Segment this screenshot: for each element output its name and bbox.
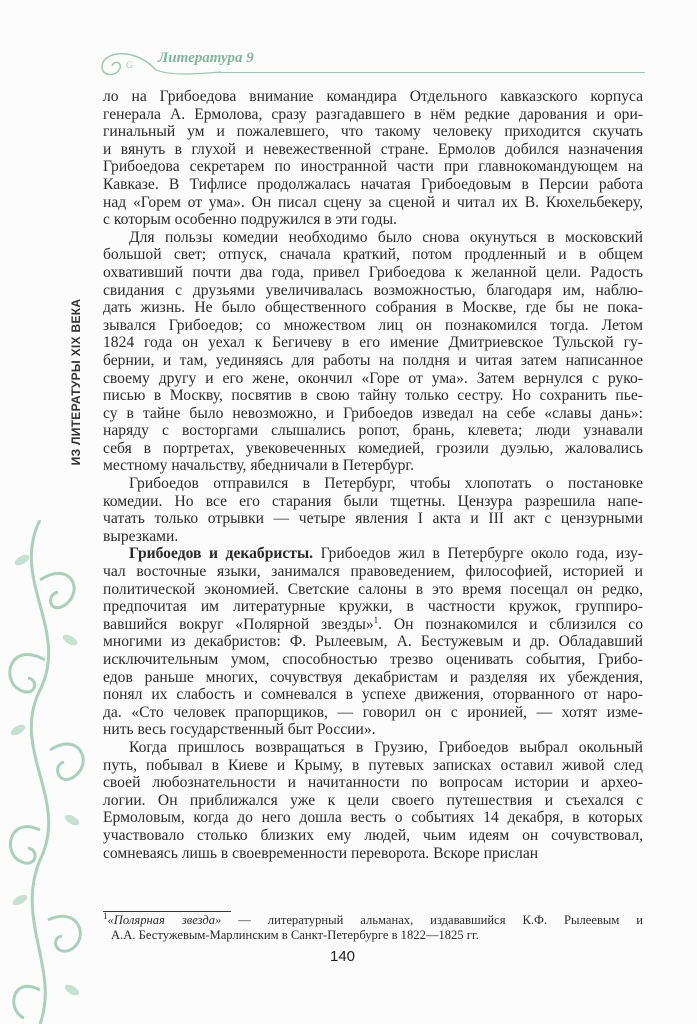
paragraph: [103, 545, 643, 739]
text-line: своей любознательности и начитанности по вопросам истории и архео-: [103, 774, 643, 792]
text-line: гинальный ум и пожалевшего, что такому человеку приходится скучать: [103, 123, 643, 141]
paragraph: [103, 88, 643, 229]
text-line: наряду с восторгами слышались ропот, брань, клевета; люди узнавали: [103, 422, 643, 440]
book-title: Литература 9: [158, 50, 254, 66]
text-line: дать жизнь. Не было общественного собрания в Москве, где бы не пока-: [103, 299, 643, 317]
text-line-content: вавшийся вокруг «Полярной звезды»: [103, 615, 374, 633]
section-heading: Грибоедов и декабристы.: [129, 545, 314, 563]
text-line: Грибоедов отправился в Петербург, чтобы хлопотать о постановке: [129, 475, 643, 493]
body-text: [103, 88, 643, 862]
text-line: ло на Грибоедова внимание командира Отдельного кавказского корпуса: [103, 88, 643, 105]
text-line: предпочитая им литературные кружки, в частности кружок, группиро-: [103, 598, 643, 616]
text-line: охвативший почти два года, привел Грибоедова к желанной цели. Радость: [103, 263, 643, 281]
text-line: комедии. Но все его старания были тщетны. Цензура разрешила напе-: [103, 492, 643, 510]
decorative-vine: [0, 520, 100, 1024]
text-line: чал восточные языки, занимался правоведением, философией, историей и: [103, 563, 643, 581]
text-line: писью в Москву, посвятив в свою тайну только сестру. Но сохранить пье-: [103, 387, 643, 405]
text-line: едов раньше многих, сочувствуя декабристам и разделяя их убеждения,: [103, 668, 643, 686]
footnote-mark: 1: [103, 910, 108, 921]
text-line: [103, 616, 643, 634]
text-line: бернии, и там, уединяясь для работы на полдня и читая затем написанное: [103, 351, 643, 369]
text-line-content: Грибоедов жил в Петербурге около года, изу-: [313, 545, 643, 563]
text-line: свидания с друзьями увеличивалась возможностью, благодаря им, наблю-: [103, 281, 643, 299]
text-line: понял их слабость и сомневался в успехе движения, оторванного от наро-: [103, 686, 643, 704]
text-line: зывался Грибоедов; со множеством лиц он познакомился тогда. Летом: [103, 316, 643, 334]
text-line: исключительным умом, способностью трезво оценивать события, Грибо-: [103, 651, 643, 668]
footnote-line: А.А. Бестужевым-Марлинским в Санкт-Петербурге в 1822—1825 гг.: [111, 928, 479, 942]
text-line: над «Горем от ума». Он писал сцену за сценой и читал их В. Кюхельбекеру,: [103, 193, 643, 211]
text-line: вырезками.: [103, 527, 179, 545]
footnote: [103, 910, 643, 943]
text-line: сомневаясь лишь в своевременности переворота. Вскоре прислан: [103, 844, 539, 862]
text-line: себя в портретах, увековеченных комедией, грозили дуэлью, жаловались: [103, 439, 643, 457]
text-line: Для пользы комедии необходимо было снова окунуться в московский: [129, 228, 643, 246]
text-line: участвовало столько близких ему людей, чьим идеям он сочувствовал,: [103, 826, 643, 844]
svg-text:G: G: [126, 60, 133, 70]
text-line: Ермоловым, когда до него дошла весть о событиях 14 декабря, в которых: [103, 809, 643, 827]
text-line: су в тайне было невозможно, и Грибоедов изведал на себе «славы дань»:: [103, 404, 643, 422]
text-line: чатать только отрывки — четыре явления I акта и III акт с цензурными: [103, 510, 643, 528]
text-line: Когда пришлось возвращаться в Грузию, Грибоедов выбрал окольный: [129, 738, 643, 756]
text-line: многими из декабристов: Ф. Рылеевым, А. Бестужевым и др. Обладавший: [103, 633, 643, 651]
footnote-text: — литературный альманах, издававшийся К.Ф. Рылеевым и: [221, 913, 643, 927]
header-divider: [215, 72, 645, 73]
footnote-title: «Полярная звезда»: [107, 913, 222, 927]
text-line: Грибоедова секретарем по иностранной части при главнокомандующем на: [103, 158, 643, 176]
text-line: нить весь государственный быт России».: [103, 721, 376, 739]
text-line: политической экономией. Светские салоны в это время посещал он редко,: [103, 580, 643, 598]
section-side-title: ИЗ ЛИТЕРАТУРЫ XIX ВЕКА: [69, 298, 83, 466]
text-line: местному начальству, ябедничали в Петербург.: [103, 457, 414, 475]
page-number: 140: [330, 948, 356, 965]
text-line: своему другу и его жене, окончил «Горе от ума». Затем вернулся с руко-: [103, 369, 643, 387]
paragraph: [103, 475, 643, 545]
paragraph: [103, 229, 643, 475]
text-line: 1824 года он уехал к Бегичеву в его имение Дмитриевское Тульской гу-: [103, 334, 643, 352]
footnote-divider: [103, 911, 231, 912]
footnote-reference: 1: [373, 614, 379, 625]
text-line: да. «Сто человек прапорщиков, — говорил он с иронией, — хотят изме-: [103, 703, 643, 721]
text-line: генерала А. Ермолова, сразу разгадавшего в нём редкие дарования и ори-: [103, 105, 643, 123]
text-line: путь, побывал в Киеве и Крыму, в путевых записках оставил живой след: [103, 756, 643, 774]
text-line: Кавказе. В Тифлисе продолжалась начатая Грибоедовым в Персии работа: [103, 175, 643, 193]
text-line: с которым особенно подружился в эти годы.: [103, 211, 397, 229]
text-line: [103, 545, 643, 563]
footnote-line: [103, 910, 643, 928]
text-line: логии. Он приближался уже к цели своего путешествия и съехался с: [103, 791, 643, 809]
text-line-content: . Он познакомился и сблизился со: [378, 615, 644, 633]
text-line: большой свет; отпуск, сначала краткий, потом продленный и в общем: [103, 246, 643, 264]
text-line: и вянуть в глухой и невежественной стране. Ермолов добился назначения: [103, 140, 643, 158]
paragraph: [103, 739, 643, 862]
